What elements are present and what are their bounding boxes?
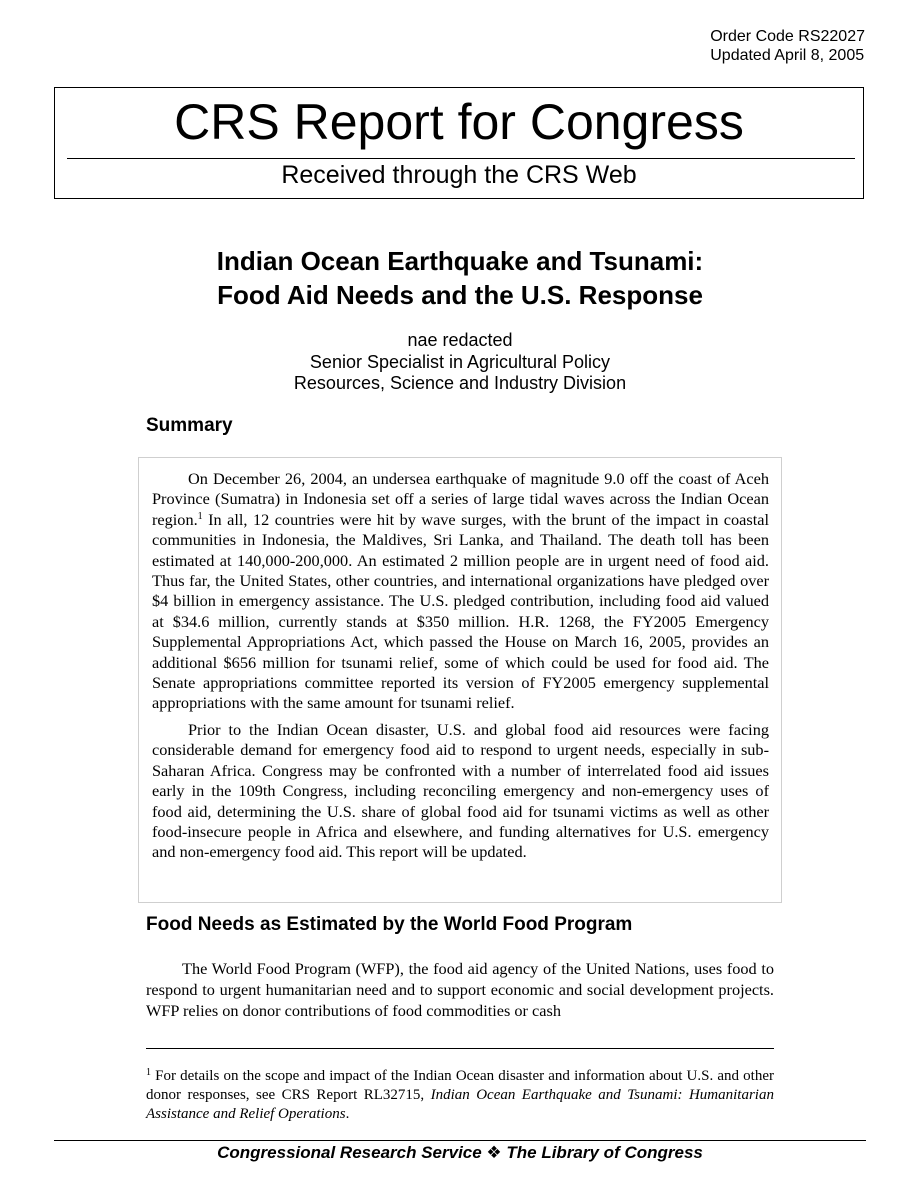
summary-heading: Summary (146, 415, 233, 436)
footnote: $^1$ For details on the scope and impact of the Indian Ocean disaster and information about U.S. and other donor responses, see CRS Report RL32715, Indian Ocean Earthquake and Tsunami: Humanitarian Assistance and Relief Operations. (146, 1067, 774, 1122)
footnote-report-title: Indian Ocean Earthquake and Tsunami: Humanitarian Assistance and Relief Operations (146, 1087, 774, 1122)
document-title-line2: Food Aid Needs and the U.S. Response (217, 280, 703, 310)
author-name: nae redacted (407, 330, 513, 350)
body-paragraph: The World Food Program (WFP), the food aid agency of the United Nations, uses food to respond to urgent humanitarian need and to support economic and social development projects. WFP relies on donor contributions of food commodities or cash (146, 959, 774, 1020)
document-title (0, 244, 920, 312)
updated-date: Updated April 8, 2005 (710, 47, 865, 64)
footnote-divider (146, 1048, 774, 1049)
report-banner (54, 87, 864, 199)
footnote-mark: 1 (146, 1067, 151, 1078)
order-code: Order Code RS22027 (710, 28, 865, 45)
footer-divider (54, 1140, 866, 1141)
banner-title: CRS Report for Congress (174, 94, 744, 150)
summary-box (138, 457, 782, 903)
author-block (0, 330, 920, 395)
banner-divider (67, 158, 855, 159)
banner-subtitle: Received through the CRS Web (281, 161, 637, 189)
author-title: Senior Specialist in Agricultural Policy (309, 351, 611, 372)
author-division: Resources, Science and Industry Division (293, 373, 627, 393)
document-title-line1: Indian Ocean Earthquake and Tsunami: (216, 246, 704, 276)
footnote-text: For details on the scope and impact of the Indian Ocean disaster and information about U.S. and other donor responses, see CRS Report RL32715, (146, 1068, 774, 1103)
footer: Congressional Research Service ❖ The Library of Congress (217, 1143, 703, 1162)
summary-paragraph-1: On December 26, 2004, an undersea earthquake of magnitude 9.0 off the coast of Aceh Province (Sumatra) in Indonesia set off a series of large tidal waves across the Indian Ocean region.$^1$ In all, 12 countries were hit by wave surges, with the brunt of the impact in coastal communities in Indonesia, the Maldives, Sri Lanka, and Thailand. The death toll has been estimated at 140,000-200,000. An estimated 2 million people are in urgent need of food aid. Thus far, the United States, other countries, and international organizations have pledged over $4 billion in emergency assistance. The U.S. pledged contribution, including food aid valued at $34.6 million, currently stands at $350 million. H.R. 1268, the FY2005 Emergency Supplemental Appropriations Act, which passed the House on March 16, 2005, provides an additional $656 million for tsunami relief, some of which could be used for food aid. The Senate appropriations committee reported its version of FY2005 emergency supplemental appropriations with the same amount for tsunami relief. (152, 469, 769, 713)
section-heading: Food Needs as Estimated by the World Food Program (146, 914, 633, 935)
footnote-reference[interactable]: 1 (197, 510, 203, 522)
summary-paragraph-2: Prior to the Indian Ocean disaster, U.S. and global food aid resources were facing considerable demand for emergency food aid to respond to urgent needs, especially in sub-Saharan Africa. Congress may be confronted with a number of interrelated food aid issues early in the 109th Congress, including reconciling emergency and non-emergency uses of food aid, determining the U.S. share of global food aid for tsunami victims as well as other food-insecure people in Africa and elsewhere, and funding alternatives for U.S. emergency and non-emergency food aid. This report will be updated. (152, 719, 769, 862)
order-info (710, 27, 865, 65)
